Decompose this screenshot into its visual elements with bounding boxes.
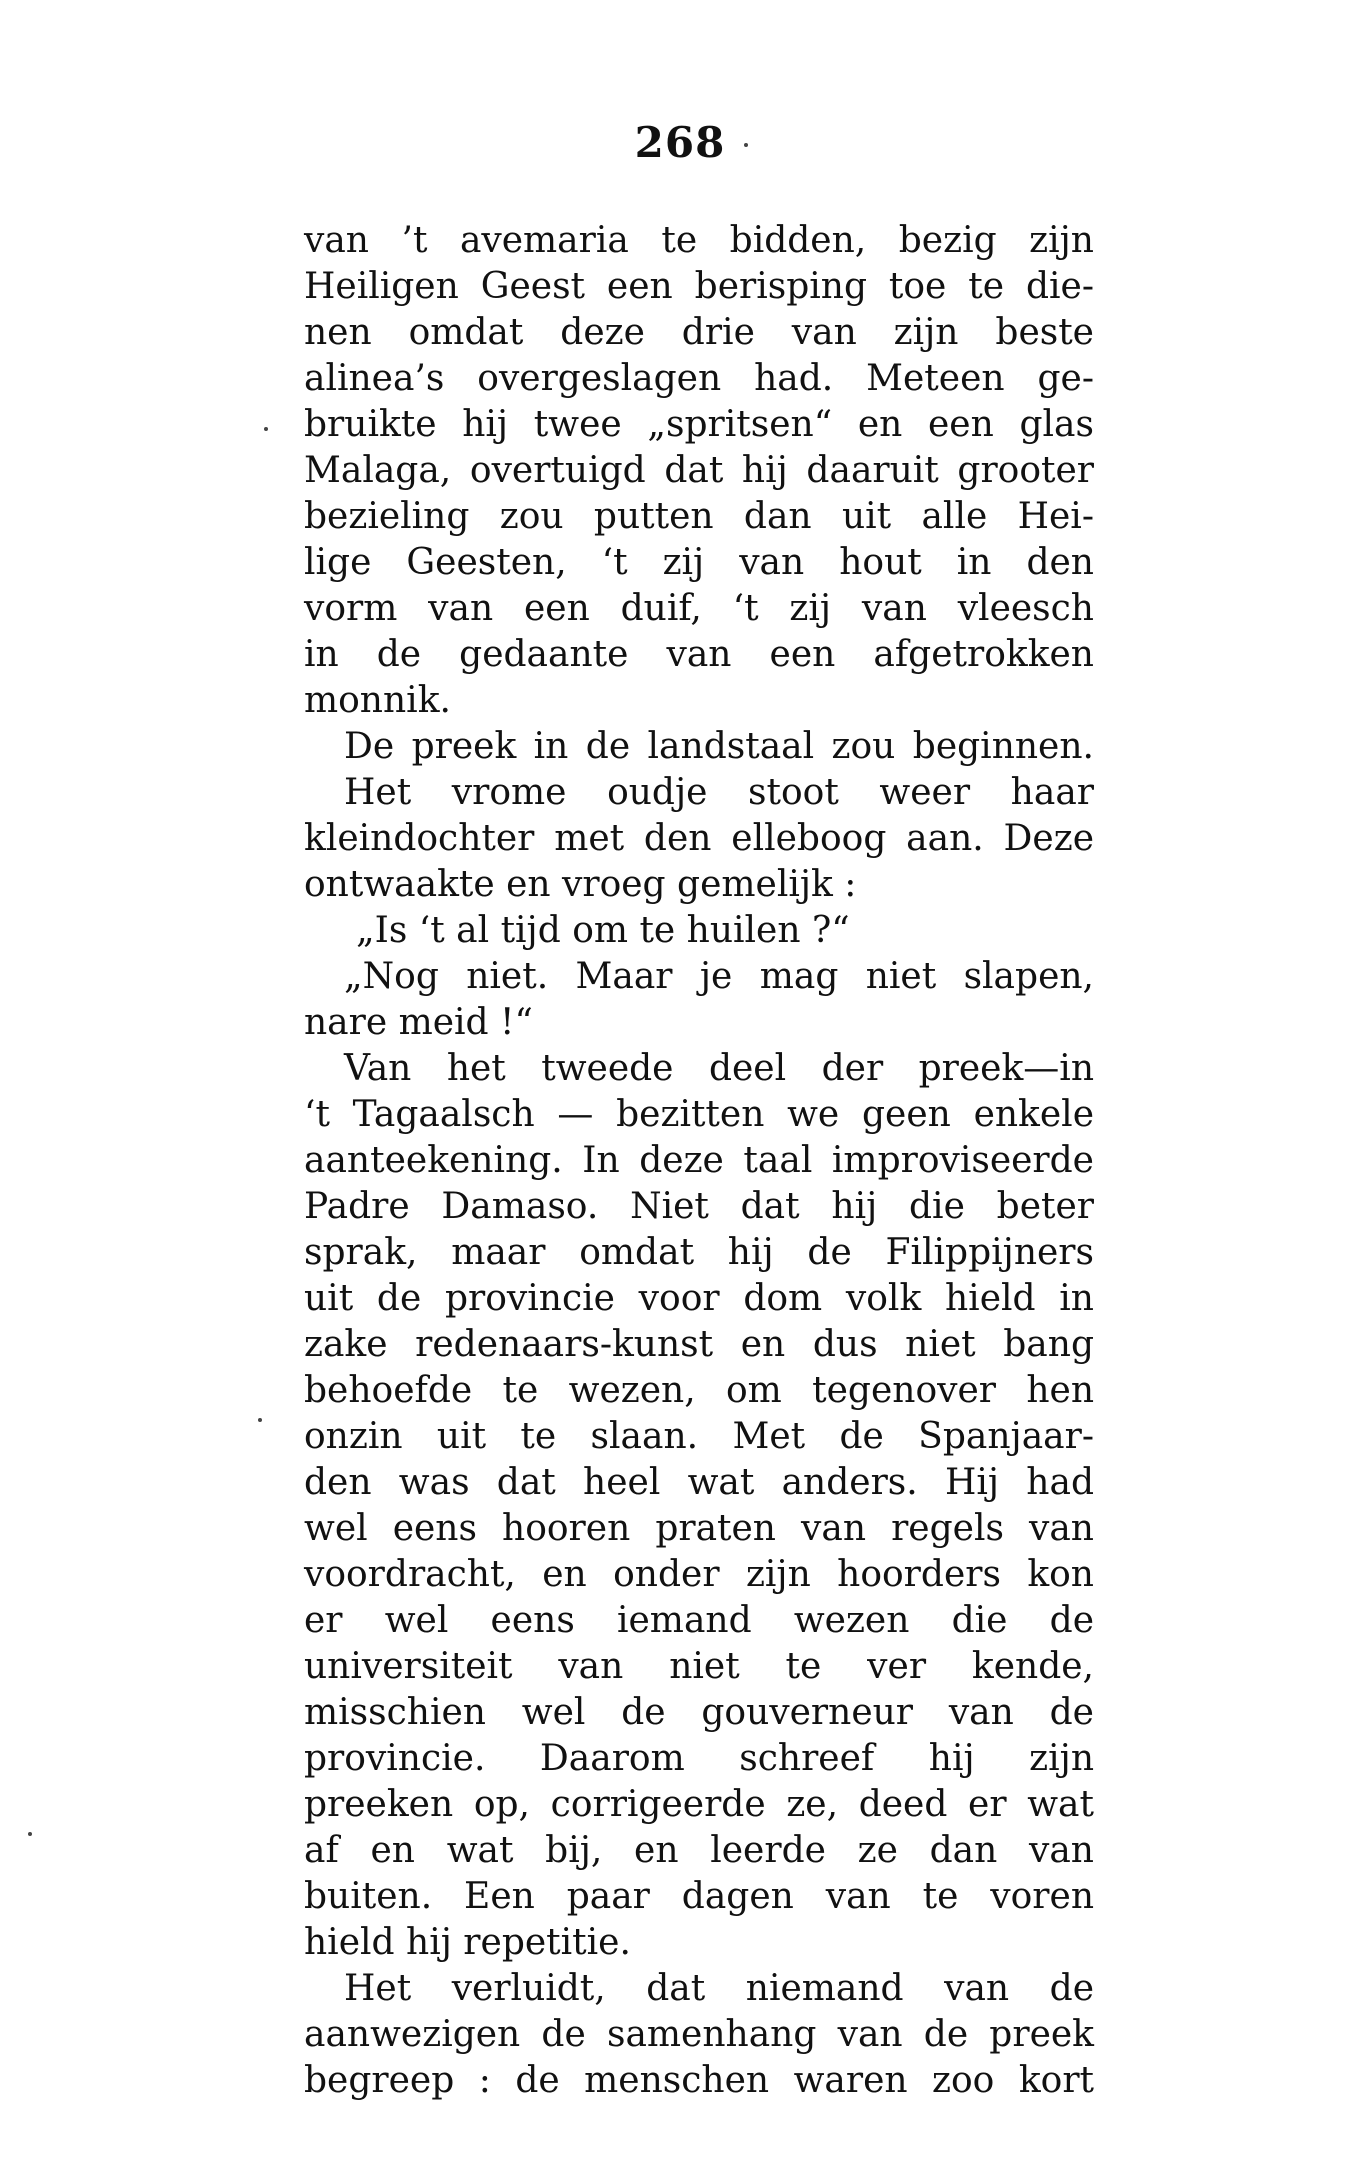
body-text	[304, 218, 1094, 2104]
text-line: preeken op, corrigeerde ze, deed er wat	[304, 1784, 1094, 1825]
text-line: begreep : de menschen waren zoo kort	[304, 2060, 1094, 2101]
text-line: Malaga, overtuigd dat hij daaruit grooter	[304, 450, 1094, 491]
text-line: van ’t avemaria te bidden, bezig zijn	[304, 220, 1094, 261]
text-line: ontwaakte en vroeg gemelijk :	[304, 864, 857, 905]
text-line: buiten. Een paar dagen van te voren	[304, 1876, 1094, 1917]
text-line: nen omdat deze drie van zijn beste	[304, 312, 1094, 353]
text-line: Padre Damaso. Niet dat hij die beter	[304, 1186, 1094, 1227]
text-line: sprak, maar omdat hij de Filippijners	[304, 1232, 1094, 1273]
text-line: vorm van een duif, ‘t zij van vleesch	[304, 588, 1094, 629]
text-line: voordracht, en onder zijn hoorders kon	[304, 1554, 1094, 1595]
print-speck	[264, 427, 268, 431]
print-speck	[258, 1418, 262, 1422]
text-line: Het verluidt, dat niemand van de	[344, 1968, 1094, 2009]
text-line: hield hij repetitie.	[304, 1922, 631, 1963]
text-line: ‘t Tagaalsch — bezitten we geen enkele	[304, 1094, 1094, 1135]
text-line: misschien wel de gouverneur van de	[304, 1692, 1094, 1733]
text-line: behoefde te wezen, om tegenover hen	[304, 1370, 1094, 1411]
print-speck	[744, 143, 748, 147]
text-line: bezieling zou putten dan uit alle Hei-	[304, 496, 1094, 537]
text-line: onzin uit te slaan. Met de Spanjaar-	[304, 1416, 1094, 1457]
text-line: er wel eens iemand wezen die de	[304, 1600, 1094, 1641]
text-line: „Is ‘t al tijd om te huilen ?“	[356, 910, 850, 951]
print-speck	[28, 1832, 32, 1836]
text-line: lige Geesten, ‘t zij van hout in den	[304, 542, 1094, 583]
text-line: aanwezigen de samenhang van de preek	[304, 2014, 1094, 2055]
text-line: monnik.	[304, 680, 451, 721]
text-line: nare meid !“	[304, 1002, 533, 1043]
text-line: Van het tweede deel der preek—in	[344, 1048, 1094, 1089]
page-number: 268	[634, 118, 726, 167]
text-line: „Nog niet. Maar je mag niet slapen,	[344, 956, 1094, 997]
text-line: den was dat heel wat anders. Hij had	[304, 1462, 1094, 1503]
text-line: bruikte hij twee „spritsen“ en een glas	[304, 404, 1094, 445]
text-line: alinea’s overgeslagen had. Meteen ge-	[304, 358, 1094, 399]
text-line: uit de provincie voor dom volk hield in	[304, 1278, 1094, 1319]
text-line: provincie. Daarom schreef hij zijn	[304, 1738, 1094, 1779]
text-line: Heiligen Geest een berisping toe te die-	[304, 266, 1094, 307]
text-line: af en wat bij, en leerde ze dan van	[304, 1830, 1094, 1871]
text-line: zake redenaars-kunst en dus niet bang	[304, 1324, 1094, 1365]
text-line: in de gedaante van een afgetrokken	[304, 634, 1094, 675]
text-line: Het vrome oudje stoot weer haar	[344, 772, 1094, 813]
text-line: kleindochter met den elleboog aan. Deze	[304, 818, 1094, 859]
text-line: aanteekening. In deze taal improviseerde	[304, 1140, 1094, 1181]
text-line: De preek in de landstaal zou beginnen.	[344, 726, 1094, 767]
text-line: wel eens hooren praten van regels van	[304, 1508, 1094, 1549]
text-line: universiteit van niet te ver kende,	[304, 1646, 1094, 1687]
